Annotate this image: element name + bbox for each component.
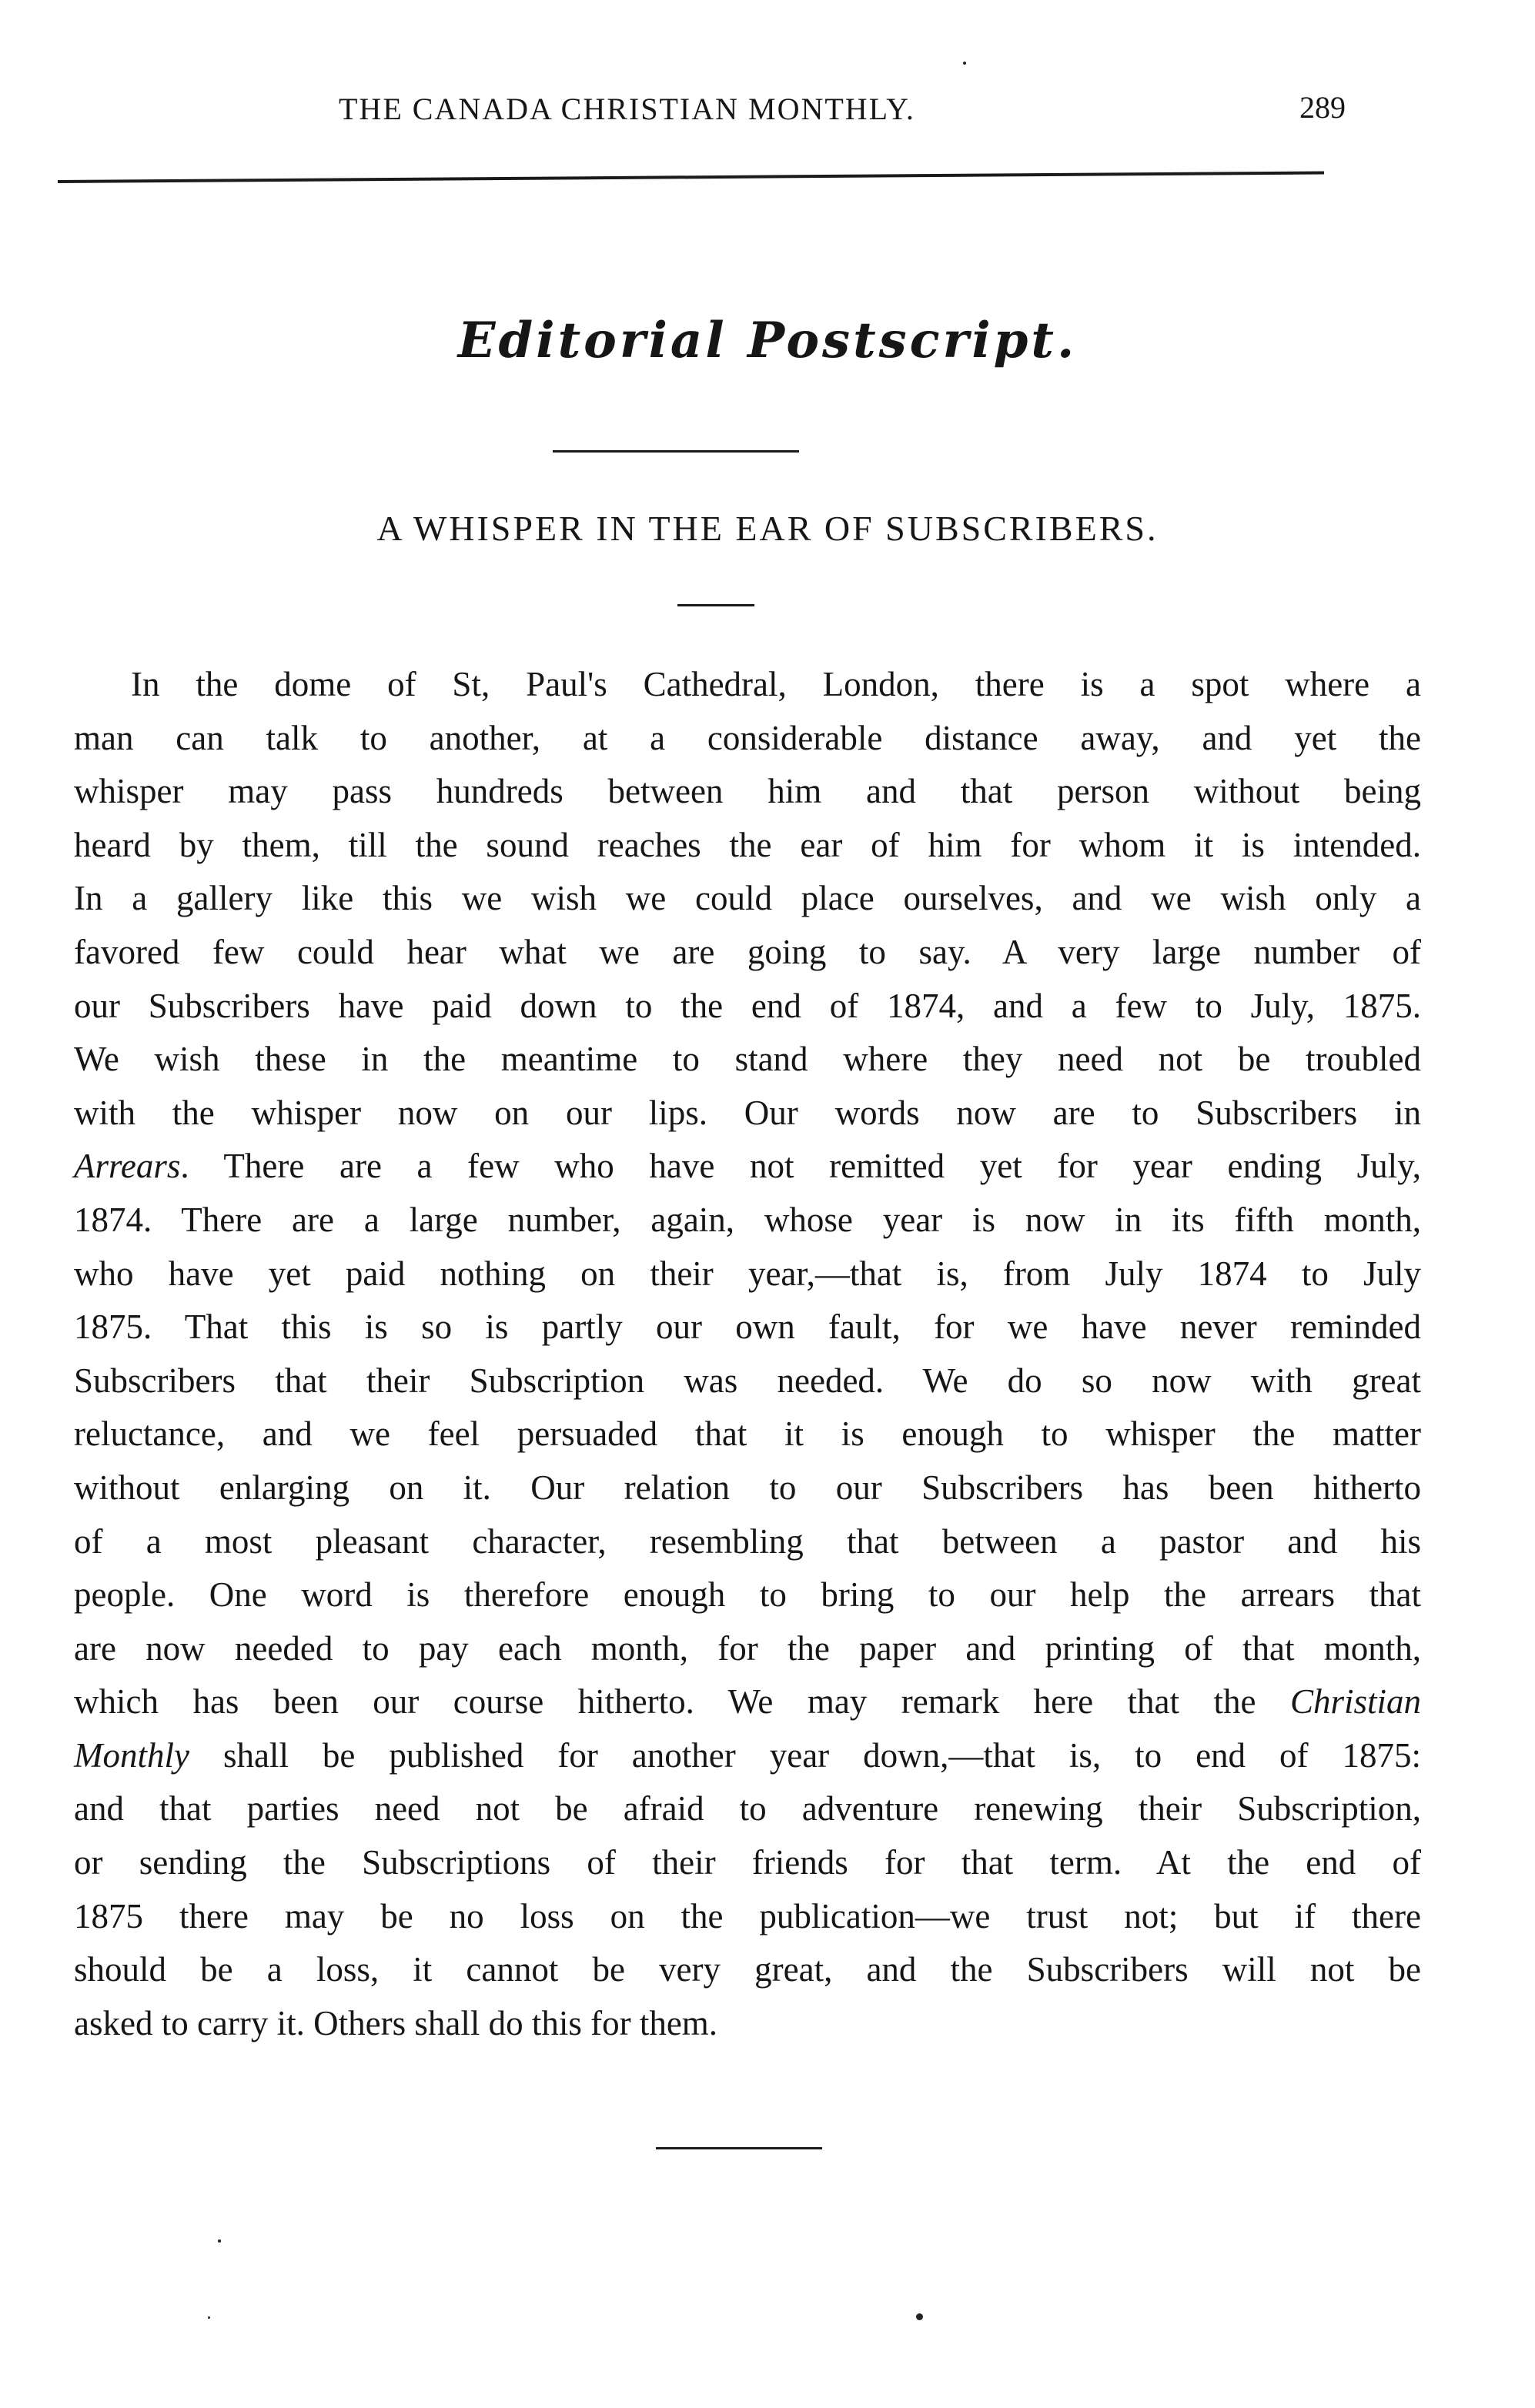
end-rule xyxy=(656,2147,822,2149)
body-line: 1875 there may be no loss on the publication—we trust not; but if there xyxy=(74,1896,1421,1935)
body-line: with the whisper now on our lips. Our words now are to Subscribers in xyxy=(74,1093,1421,1132)
body-line: We wish these in the meantime to stand where they need not be troubled xyxy=(74,1040,1421,1079)
body-line: asked to carry it. Others shall do this for them. xyxy=(74,2003,718,2042)
italic-word: Arrears xyxy=(74,1147,181,1186)
section-divider xyxy=(553,450,799,453)
body-line: Monthly shall be published for another year down,—that is, to end of 1875: xyxy=(74,1735,1421,1775)
body-line: In the dome of St, Paul's Cathedral, London, there is a spot where a xyxy=(131,665,1421,703)
running-head xyxy=(54,91,1355,137)
page-number: 289 xyxy=(1299,90,1346,125)
body-line: In a gallery like this we wish we could place ourselves, and we wish only a xyxy=(74,879,1421,918)
speck xyxy=(208,2316,210,2319)
body-line: man can talk to another, at a considerable distance away, and yet the xyxy=(74,718,1421,757)
body-line: without enlarging on it. Our relation to our Subscribers has been hitherto xyxy=(74,1468,1421,1507)
body-line: whisper may pass hundreds between him and that person without being xyxy=(74,772,1421,811)
body-line: should be a loss, it cannot be very great, and the Subscribers will not be xyxy=(74,1950,1421,1989)
body-line: which has been our course hitherto. We may remark here that the Christian xyxy=(74,1682,1421,1722)
speck xyxy=(916,2313,923,2320)
body-line: and that parties need not be afraid to adventure renewing their Subscription, xyxy=(74,1789,1421,1829)
section-title: Editorial Postscript. xyxy=(457,312,1078,369)
body-line: our Subscribers have paid down to the end of 1874, and a few to July, 1875. xyxy=(74,986,1421,1025)
body-line: people. One word is therefore enough to bring to our help the arrears that xyxy=(74,1575,1421,1615)
body-line: who have yet paid nothing on their year,—that is, from July 1874 to July xyxy=(74,1254,1421,1293)
body-line: 1875. That this is so is partly our own fault, for we have never reminded xyxy=(74,1308,1421,1347)
body-line: favored few could hear what we are going to say. A very large number of xyxy=(74,932,1421,971)
body-line: 1874. There are a large number, again, whose year is now in its fifth month, xyxy=(74,1200,1421,1239)
header-rule xyxy=(58,172,1324,183)
italic-word: Monthly xyxy=(74,1735,189,1775)
article-title: A WHISPER IN THE EAR OF SUBSCRIBERS. xyxy=(376,509,1159,548)
body-line: Subscribers that their Subscription was needed. We do so now with great xyxy=(74,1361,1421,1400)
title-divider xyxy=(677,604,754,606)
body-line: are now needed to pay each month, for the paper and printing of that month, xyxy=(74,1628,1421,1668)
body-line: or sending the Subscriptions of their friends for that term. At the end of xyxy=(74,1843,1421,1882)
article-body xyxy=(74,658,1421,2050)
body-line: of a most pleasant character, resembling that between a pastor and his xyxy=(74,1521,1421,1561)
italic-word: Christian xyxy=(1289,1682,1421,1722)
body-line: reluctance, and we feel persuaded that it is enough to whisper the matter xyxy=(74,1414,1421,1454)
speck xyxy=(963,62,966,65)
body-line: heard by them, till the sound reaches the ear of him for whom it is intended. xyxy=(74,825,1421,864)
body-line: Arrears. There are a few who have not remitted yet for year ending July, xyxy=(74,1147,1421,1186)
speck xyxy=(218,2239,221,2243)
running-title: THE CANADA CHRISTIAN MONTHLY. xyxy=(339,92,915,126)
